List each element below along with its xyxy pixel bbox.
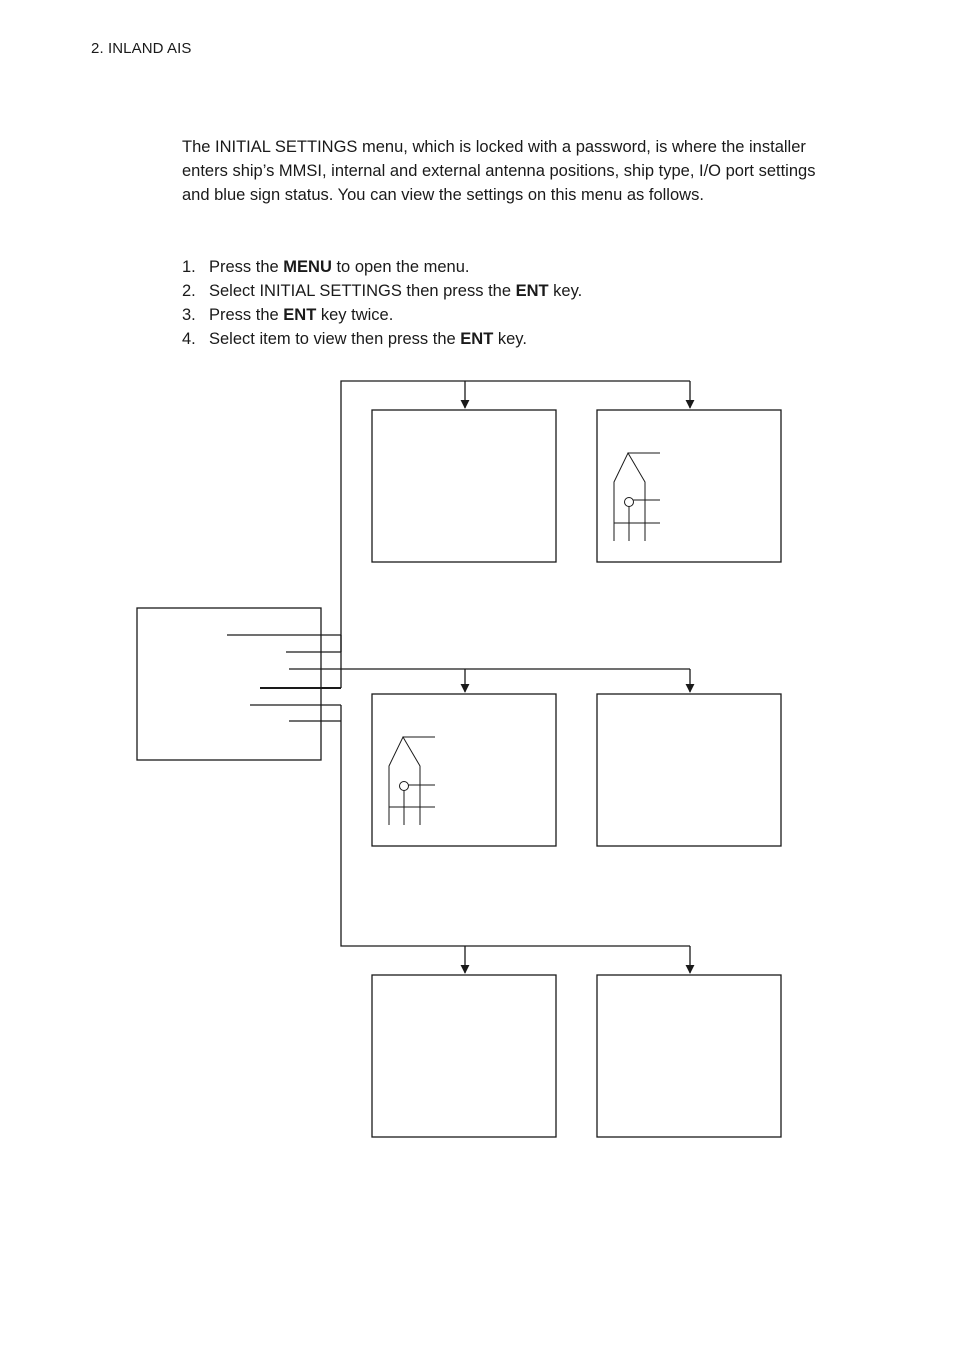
step-number: 3. [182, 306, 196, 324]
settings-panel-4 [597, 694, 781, 846]
step-text: Select item to view then press the ENT key. [209, 330, 527, 348]
step-text: Press the ENT key twice. [209, 306, 394, 324]
menu-item-leaders [227, 635, 341, 721]
connector-bottom [341, 705, 690, 973]
step-number: 4. [182, 330, 196, 348]
settings-panel-2 [597, 410, 781, 562]
settings-panel-5 [372, 975, 556, 1137]
initial-settings-menu-box [137, 608, 321, 760]
intro-paragraph: The INITIAL SETTINGS menu, which is locked with a password, is where the installer enters ship’s MMSI, internal and external antenna positions, ship type, I/O port settings and blue sign status. You can view the settings on this menu as follows. [182, 138, 816, 204]
key-name: MENU [283, 258, 332, 276]
key-name: ENT [515, 282, 549, 300]
step-number: 1. [182, 258, 196, 276]
settings-panel-1 [372, 410, 556, 562]
settings-panel-3 [372, 694, 556, 846]
ship-antenna-icon [614, 453, 660, 541]
section-header: 2. INLAND AIS [91, 40, 192, 57]
step-text: Select INITIAL SETTINGS then press the ENT key. [209, 282, 583, 300]
settings-panel-6 [597, 975, 781, 1137]
connector-middle [321, 669, 690, 692]
key-name: ENT [283, 306, 317, 324]
key-name: ENT [460, 330, 494, 348]
step-number: 2. [182, 282, 196, 300]
connector-top [341, 381, 690, 688]
ship-antenna-icon [389, 737, 435, 825]
step-text: Press the MENU to open the menu. [209, 258, 470, 276]
